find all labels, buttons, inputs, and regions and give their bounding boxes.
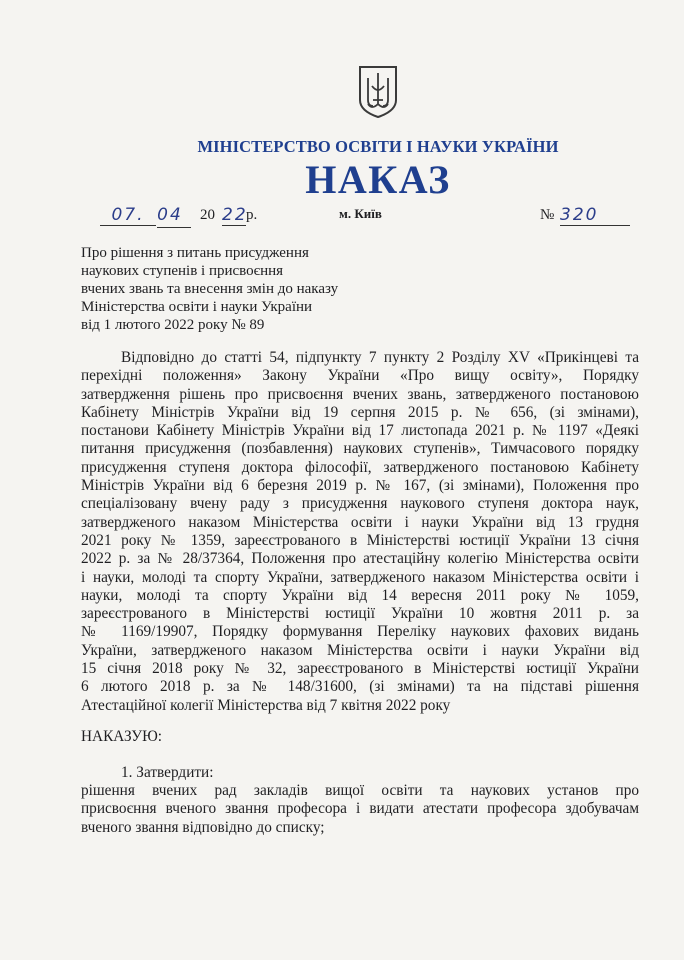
date-month: 04 [157, 205, 183, 225]
preamble-line: Кабінету Міністрів України від 19 серпня 2015 р. № 656, (зі змінами), [81, 403, 639, 421]
preamble-line: № 1169/19907, Порядку формування Переліку наукових фахових видань [81, 623, 639, 641]
preamble-line: спеціалізовану вчену раду з присудження наукового ступеня доктора наук, [81, 495, 639, 513]
preamble-line: України, затвердженого наказом Міністерства освіти і науки України від [81, 641, 639, 659]
order-number: 320 [560, 205, 630, 226]
date-underline [157, 227, 191, 228]
preamble-line: науки, молоді та спорту України від 14 вересня 2011 року № 1059, [81, 586, 639, 604]
date-day: 07. [100, 205, 156, 226]
preamble [81, 349, 639, 715]
preamble-line: 2021 року № 1359, зареєстрованого в Міністерстві юстиції України 13 січня [81, 531, 639, 549]
ministry-name: МІНІСТЕРСТВО ОСВІТИ І НАУКИ УКРАЇНИ [197, 137, 559, 156]
coat-of-arms-icon [357, 64, 399, 120]
date-number-row [0, 203, 684, 233]
date-year-prefix: 20 [200, 207, 215, 223]
date-year: 22 [222, 205, 248, 225]
preamble-line: затвердженого наказом Міністерства освіти і науки України від 13 грудня [81, 513, 639, 531]
subject-line: Про рішення з питань присудження [81, 245, 309, 261]
date-year-suffix: р. [246, 207, 258, 223]
preamble-line: перехідні положення» Закону України «Про вищу освіту», Порядку [81, 367, 639, 385]
preamble-line: зареєстрованого в Міністерстві юстиції України 10 жовтня 2011 р. за [81, 605, 639, 623]
preamble-line: присудження ступеня доктора філософії, затвердженого постановою Кабінету [81, 458, 639, 476]
preamble-line: постанови Кабінету Міністрів України від 17 листопада 2021 р. № 1197 «Деякі [81, 422, 639, 440]
preamble-line: питання присудження (позбавлення) наукових ступенів», Тимчасового порядку [81, 440, 639, 458]
item-line: рішення вчених рад закладів вищої освіти та наукових установ про [81, 782, 639, 799]
preamble-line: 15 січня 2018 року № 32, зареєстрованого в Міністерстві юстиції України [81, 660, 639, 678]
item-line: вченого звання відповідно до списку; [81, 818, 325, 836]
preamble-line: Атестаційної колегії Міністерства від 7 квітня 2022 року [81, 696, 451, 714]
preamble-line: 6 лютого 2018 р. за № 148/31600, (зі змінами) та на підставі рішення [81, 678, 639, 696]
preamble-line: Міністрів України від 6 березня 2019 р. № 167, (зі змінами), Положення про [81, 477, 639, 495]
item-1-title: 1. Затвердити: [121, 764, 214, 781]
city: м. Київ [339, 206, 382, 221]
document-type-title: НАКАЗ [305, 157, 451, 202]
item-line: присвоєння вченого звання професора і видати атестати професора здобувачам [81, 800, 639, 818]
subject-line: наукових ступенів і присвоєння [81, 263, 284, 279]
subject-line: вчених звань та внесення змін до наказу [81, 281, 339, 297]
order-directive: НАКАЗУЮ: [81, 728, 163, 745]
preamble-line: 2022 р. за № 28/37364, Положення про атестаційну колегію Міністерства освіти [81, 550, 639, 568]
subject-line: від 1 лютого 2022 року № 89 [81, 317, 265, 333]
preamble-line: і науки, молоді та спорту України, затвердженого наказом Міністерства освіти і [81, 568, 639, 586]
preamble-line: Відповідно до статті 54, підпункту 7 пункту 2 Розділу XV «Прикінцеві та [121, 349, 639, 366]
item-1-text [81, 782, 639, 837]
order-subject [81, 244, 401, 334]
preamble-line: затвердження рішень про присвоєння вчених звань, затвердженого постановою [81, 385, 639, 403]
number-sign: № [540, 207, 555, 223]
subject-line: Міністерства освіти і науки України [81, 299, 313, 315]
